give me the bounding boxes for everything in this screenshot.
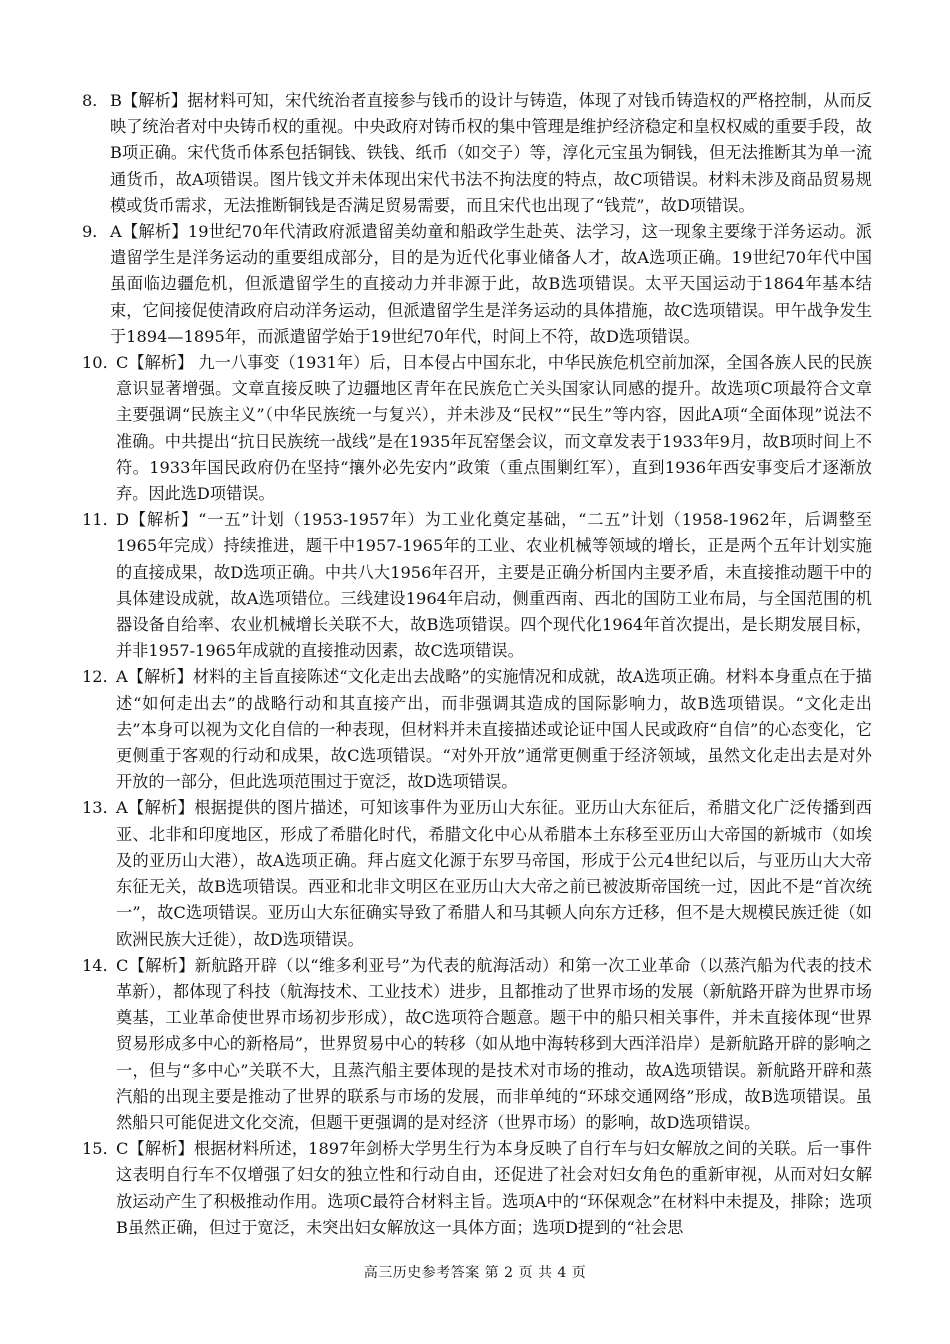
page-footer: 高三历史参考答案 第 2 页 共 4 页 [363,1265,587,1281]
answer-list [82,88,872,1241]
answer-text: A【解析】根据提供的图片描述，可知该事件为亚历山大东征。亚历山大东征后，希腊文化广泛传播到西亚、北非和印度地区，形成了希腊化时代，希腊文化中心从希腊本土东移至亚历山大帝国的新城市（如埃及的亚历山大港），故A选项正确。拜占庭文化源于东罗马帝国，形成于公元4世纪以后，与亚历山大大帝东征无关，故B选项错误。西亚和北非文明区在亚历山大大帝之前已被波斯帝国统一过，因此不是“首次统一”，故C选项错误。亚历山大东征确实导致了希腊人和马其顿人向东方迁移，但不是大规模民族迁徙（如欧洲民族大迁徙），故D选项错误。 [116,798,872,949]
answer-item-12 [82,664,872,795]
answer-item-10 [82,350,872,507]
answer-text: D【解析】“一五”计划（1953-1957年）为工业化奠定基础，“二五”计划（1958-1962年，后调整至1965年完成）持续推进，题干中1957-1965年的工业、农业机械等领域的增长，正是两个五年计划实施的直接成果，故D选项正确。中共八大1956年召开，主要是正确分析国内主要矛盾，未直接推动题干中的具体建设成就，故A选项错位。三线建设1964年启动，侧重西南、西北的国防工业布局，与全国范围的机器设备自给率、农业机械增长关联不大，故B选项错误。四个现代化1964年首次提出，是长期发展目标，并非1957-1965年成就的直接推动因素，故C选项错误。 [116,510,872,661]
answer-number: 10． [82,353,119,373]
answer-number: 9． [82,222,109,242]
answer-text: A【解析】材料的主旨直接陈述“文化走出去战略”的实施情况和成就，故A选项正确。材料本身重点在于描述“如何走出去”的战略行动和其直接产出，而非强调其造成的国际影响力，故B选项错误。“文化走出去”本身可以视为文化自信的一种表现，但材料并未直接描述或论证中国人民或政府“自信”的心态变化，它更侧重于客观的行动和成果，故C选项错误。“对外开放”通常更侧重于经济领域，虽然文化走出去是对外开放的一部分，但此选项范围过于宽泛，故D选项错误。 [116,667,872,792]
answer-item-13 [82,795,872,952]
answer-text: B【解析】据材料可知，宋代统治者直接参与钱币的设计与铸造，体现了对钱币铸造权的严格控制，从而反映了统治者对中央铸币权的重视。中央政府对铸币权的集中管理是维护经济稳定和皇权权威的重要手段，故B项正确。宋代货币体系包括铜钱、铁钱、纸币（如交子）等，淳化元宝虽为铜钱，但无法推断其为单一流通货币，故A项错误。图片钱文并未体现出宋代书法不拘法度的特点，故C项错误。材料未涉及商品贸易规模或货币需求，无法推断铜钱是否满足贸易需要，而且宋代也出现了“钱荒”，故D项错误。 [110,91,872,215]
answer-text: C【解析】 九一八事变（1931年）后，日本侵占中国东北，中华民族危机空前加深，全国各族人民的民族意识显著增强。文章直接反映了边疆地区青年在民族危亡关头国家认同感的提升。故选项C项最符合文章主要强调“民族主义”（中华民族统一与复兴），并未涉及“民权”“民生”等内容，因此A项“全面体现”说法不准确。中共提出“抗日民族统一战线”是在1935年瓦窑堡会议，而文章发表于1933年9月，故B项时间上不符。1933年国民政府仍在坚持“攘外必先安内”政策（重点围剿红军），直到1936年西安事变后才逐渐放弃。因此选D项错误。 [116,353,872,504]
answer-item-11 [82,507,872,664]
answer-number: 12． [82,667,119,687]
answer-item-14 [82,953,872,1136]
answer-item-15 [82,1136,872,1241]
answer-number: 14． [82,955,119,975]
answer-number: 13． [82,798,119,818]
answer-item-8 [82,88,872,219]
answer-number: 11． [82,510,119,530]
answer-number: 8． [82,91,109,110]
answer-item-9 [82,219,872,350]
answer-text: C【解析】新航路开辟（以“维多利亚号”为代表的航海活动）和第一次工业革命（以蒸汽船为代表的技术革新），都体现了科技（航海技术、工业技术）进步，且都推动了世界市场的发展（新航路开辟为世界市场奠基，工业革命使世界市场初步形成），故C选项符合题意。题干中的船只相关事件，并未直接体现“世界贸易形成多中心的新格局”，世界贸易中心的转移（如从地中海转移到大西洋沿岸）是新航路开辟的影响之一，但与“多中心”关联不大，且蒸汽船主要体现的是技术对市场的推动，故A选项错误。新航路开辟和蒸汽船的出现主要是推动了世界的联系与市场的发展，而非单纯的“环球交通网络”形成，故B选项错误。虽然船只可能促进文化交流，但题干更强调的是对经济（世界市场）的影响，故D选项错误。 [116,955,872,1132]
answer-number: 15． [82,1139,119,1159]
answer-text: A【解析】19世纪70年代清政府派遣留美幼童和船政学生赴英、法学习，这一现象主要缘于洋务运动。派遣留学生是洋务运动的重要组成部分，目的是为近代化事业储备人才，故A选项正确。19世纪70年代中国虽面临边疆危机，但派遣留学生的直接动力并非源于此，故B选项错误。太平天国运动于1864年基本结束，它间接促使清政府启动洋务运动，但派遣留学生是洋务运动的具体措施，故C选项错误。甲午战争发生于1894—1895年，而派遣留学始于19世纪70年代，时间上不符，故D选项错误。 [110,222,872,346]
answer-text: C【解析】根据材料所述，1897年剑桥大学男生行为本身反映了自行车与妇女解放之间的关联。后一事件这表明自行车不仅增强了妇女的独立性和行动自由，还促进了社会对妇女角色的重新审视，从而对妇女解放运动产生了积极推动作用。选项C最符合材料主旨。选项A中的“环保观念”在材料中未提及，排除；选项B虽然正确，但过于宽泛，未突出妇女解放这一具体方面；选项D提到的“社会思 [116,1139,872,1237]
